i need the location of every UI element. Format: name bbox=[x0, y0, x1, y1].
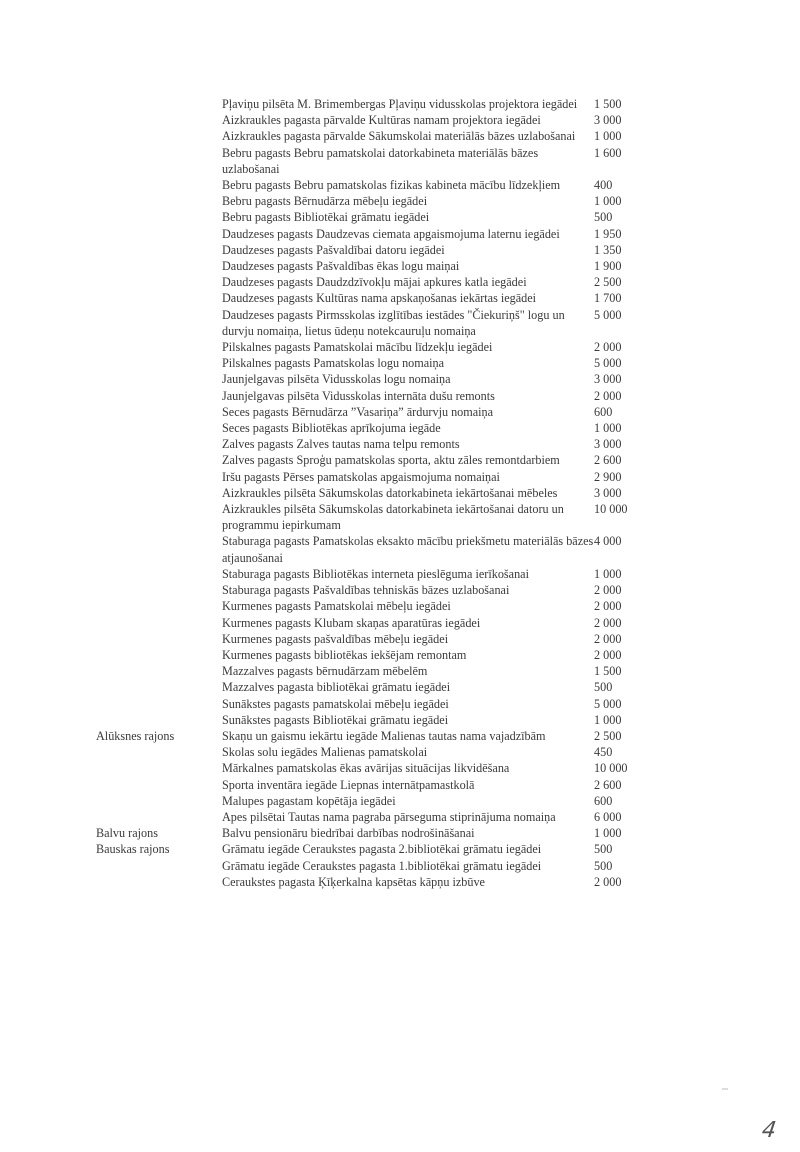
table-row bbox=[0, 825, 800, 841]
description-cell: Skaņu un gaismu iekārtu iegāde Malienas tautas nama vajadzībām bbox=[222, 728, 546, 743]
table-row bbox=[0, 744, 800, 760]
description-cell: Aizkraukles pagasta pārvalde Sākumskolai materiālās bāzes uzlabošanai bbox=[222, 129, 576, 144]
amount-cell: 1 500 bbox=[594, 664, 622, 679]
description-cell: Aizkraukles pilsēta Sākumskolas datorkabineta iekārtošanai mēbeles bbox=[222, 485, 558, 500]
description-cell: Jaunjelgavas pilsēta Vidusskolas internāta dušu remonts bbox=[222, 388, 495, 403]
region-cell bbox=[0, 420, 222, 436]
table-row bbox=[0, 615, 800, 631]
table-row bbox=[0, 566, 800, 582]
description-cell: Kurmenes pagasts bibliotēkas iekšējam remontam bbox=[222, 647, 467, 662]
amount-cell: 2 000 bbox=[594, 599, 622, 614]
amount-cell: 2 900 bbox=[594, 469, 622, 484]
amount-cell: 600 bbox=[594, 793, 613, 808]
table-row bbox=[0, 290, 800, 306]
region-cell bbox=[0, 388, 222, 404]
amount-cell: 5 000 bbox=[594, 356, 622, 371]
description-cell: Bebru pagasts Bērnudārza mēbeļu iegādei bbox=[222, 194, 428, 209]
table-row bbox=[0, 404, 800, 420]
amount-cell: 500 bbox=[594, 842, 613, 857]
description-cell: Zalves pagasts Sproģu pamatskolas sporta, aktu zāles remontdarbiem bbox=[222, 453, 560, 468]
description-cell: Pilskalnes pagasts Pamatskolas logu nomaiņa bbox=[222, 356, 445, 371]
description-cell: Daudzeses pagasts Daudzevas ciemata apgaismojuma laternu iegādei bbox=[222, 226, 560, 241]
table-row bbox=[0, 696, 800, 712]
region-cell bbox=[0, 712, 222, 728]
description-cell: Kurmenes pagasts Pamatskolai mēbeļu iegādei bbox=[222, 599, 451, 614]
region-cell bbox=[0, 744, 222, 760]
description-cell: Daudzeses pagasts Pašvaldībai datoru iegādei bbox=[222, 242, 445, 257]
description-cell: Pļaviņu pilsēta M. Brimembergas Pļaviņu vidusskolas projektora iegādei bbox=[222, 97, 578, 111]
description-cell: Mārkalnes pamatskolas ēkas avārijas situācijas likvidēšana bbox=[222, 761, 510, 776]
region-cell: Alūksnes rajons bbox=[96, 728, 175, 743]
description-cell: Mazzalves pagasts bērnudārzam mēbelēm bbox=[222, 664, 428, 679]
table-row bbox=[0, 793, 800, 809]
region-cell bbox=[0, 566, 222, 582]
table-row bbox=[0, 339, 800, 355]
amount-cell: 1 700 bbox=[594, 291, 622, 306]
table-row bbox=[0, 469, 800, 485]
table-row bbox=[0, 177, 800, 193]
funding-table bbox=[0, 96, 800, 890]
description-cell: Apes pilsētai Tautas nama pagraba pārseguma stiprinājuma nomaiņa bbox=[222, 809, 556, 824]
region-cell bbox=[0, 874, 222, 890]
table-row bbox=[0, 841, 800, 857]
description-cell: Daudzeses pagasts Kultūras nama apskaņošanas iekārtas iegādei bbox=[222, 291, 537, 306]
table-row bbox=[0, 226, 800, 242]
region-cell bbox=[0, 501, 222, 533]
region-cell bbox=[0, 274, 222, 290]
amount-cell: 3 000 bbox=[594, 372, 622, 387]
table-row bbox=[0, 533, 800, 565]
description-cell: Aizkraukles pagasta pārvalde Kultūras namam projektora iegādei bbox=[222, 113, 541, 128]
table-row bbox=[0, 128, 800, 144]
description-cell: Staburaga pagasts Pašvaldības tehniskās bāzes uzlabošanai bbox=[222, 583, 510, 598]
table-row bbox=[0, 809, 800, 825]
table-row bbox=[0, 112, 800, 128]
amount-cell: 2 600 bbox=[594, 777, 622, 792]
amount-cell: 3 000 bbox=[594, 485, 622, 500]
region-cell bbox=[0, 355, 222, 371]
region-cell bbox=[0, 193, 222, 209]
amount-cell: 1 000 bbox=[594, 194, 622, 209]
amount-cell: 3 000 bbox=[594, 113, 622, 128]
description-cell: Aizkraukles pilsēta Sākumskolas datorkabineta iekārtošanai datoru un programmu iepirkumam bbox=[222, 502, 564, 533]
amount-cell: 5 000 bbox=[594, 696, 622, 711]
amount-cell: 4 000 bbox=[594, 534, 622, 549]
table-row bbox=[0, 371, 800, 387]
amount-cell: 2 000 bbox=[594, 647, 622, 662]
region-cell: Bauskas rajons bbox=[96, 842, 170, 857]
table-row bbox=[0, 258, 800, 274]
table-row bbox=[0, 485, 800, 501]
amount-cell: 1 600 bbox=[594, 145, 622, 160]
description-cell: Skolas solu iegādes Malienas pamatskolai bbox=[222, 745, 428, 760]
amount-cell: 10 000 bbox=[594, 761, 628, 776]
amount-cell: 6 000 bbox=[594, 809, 622, 824]
region-cell bbox=[0, 793, 222, 809]
region-cell bbox=[0, 760, 222, 776]
amount-cell: 2 000 bbox=[594, 631, 622, 646]
table-row bbox=[0, 874, 800, 890]
description-cell: Daudzeses pagasts Pirmsskolas izglītības iestādes "Čiekuriņš" logu un durvju nomaiņa, lietus ūdeņu notekcauruļu nomaiņa bbox=[222, 307, 565, 338]
amount-cell: 1 000 bbox=[594, 826, 622, 841]
description-cell: Grāmatu iegāde Ceraukstes pagasta 1.bibliotēkai grāmatu iegādei bbox=[222, 858, 542, 873]
table-row bbox=[0, 712, 800, 728]
region-cell bbox=[0, 647, 222, 663]
region-cell bbox=[0, 533, 222, 565]
table-row bbox=[0, 647, 800, 663]
description-cell: Staburaga pagasts Bibliotēkas interneta pieslēguma ierīkošanai bbox=[222, 566, 529, 581]
region-cell: Balvu rajons bbox=[96, 826, 158, 841]
region-cell bbox=[0, 663, 222, 679]
description-cell: Bebru pagasts Bebru pamatskolai datorkabineta materiālās bāzes uzlabošanai bbox=[222, 145, 539, 176]
table-row bbox=[0, 209, 800, 225]
amount-cell: 1 000 bbox=[594, 566, 622, 581]
region-cell bbox=[0, 858, 222, 874]
table-row bbox=[0, 663, 800, 679]
region-cell bbox=[0, 404, 222, 420]
amount-cell: 500 bbox=[594, 858, 613, 873]
amount-cell: 10 000 bbox=[594, 502, 628, 517]
page-number: 4 bbox=[760, 1118, 778, 1143]
region-cell bbox=[0, 631, 222, 647]
table-row bbox=[0, 598, 800, 614]
amount-cell: 1 000 bbox=[594, 712, 622, 727]
amount-cell: 1 350 bbox=[594, 242, 622, 257]
amount-cell: 2 000 bbox=[594, 874, 622, 889]
region-cell bbox=[0, 128, 222, 144]
region-cell bbox=[0, 145, 222, 177]
region-cell bbox=[0, 226, 222, 242]
amount-cell: 600 bbox=[594, 404, 613, 419]
region-cell bbox=[0, 258, 222, 274]
amount-cell: 2 000 bbox=[594, 615, 622, 630]
region-cell bbox=[0, 112, 222, 128]
region-cell bbox=[0, 290, 222, 306]
description-cell: Iršu pagasts Pērses pamatskolas apgaismojuma nomaiņai bbox=[222, 469, 500, 484]
table-row bbox=[0, 728, 800, 744]
amount-cell: 2 000 bbox=[594, 340, 622, 355]
description-cell: Sunākstes pagasts Bibliotēkai grāmatu iegādei bbox=[222, 712, 449, 727]
region-cell bbox=[0, 615, 222, 631]
table-row bbox=[0, 436, 800, 452]
region-cell bbox=[0, 96, 222, 112]
description-cell: Bebru pagasts Bibliotēkai grāmatu iegādei bbox=[222, 210, 430, 225]
amount-cell: 1 900 bbox=[594, 259, 622, 274]
table-row bbox=[0, 501, 800, 533]
table-row bbox=[0, 582, 800, 598]
table-row bbox=[0, 631, 800, 647]
region-cell bbox=[0, 696, 222, 712]
table-row bbox=[0, 858, 800, 874]
table-row bbox=[0, 193, 800, 209]
description-cell: Kurmenes pagasts pašvaldības mēbeļu iegādei bbox=[222, 631, 449, 646]
description-cell: Grāmatu iegāde Ceraukstes pagasta 2.bibliotēkai grāmatu iegādei bbox=[222, 842, 542, 857]
table-row bbox=[0, 388, 800, 404]
amount-cell: 1 000 bbox=[594, 421, 622, 436]
region-cell bbox=[0, 209, 222, 225]
amount-cell: 1 000 bbox=[594, 129, 622, 144]
table-row bbox=[0, 274, 800, 290]
table-row bbox=[0, 420, 800, 436]
amount-cell: 3 000 bbox=[594, 437, 622, 452]
amount-cell: 2 500 bbox=[594, 275, 622, 290]
table-row bbox=[0, 679, 800, 695]
region-cell bbox=[0, 809, 222, 825]
region-cell bbox=[0, 371, 222, 387]
description-cell: Seces pagasts Bērnudārza ”Vasariņa” ārdurvju nomaiņa bbox=[222, 404, 494, 419]
table-row bbox=[0, 452, 800, 468]
description-cell: Bebru pagasts Bebru pamatskolas fizikas kabineta mācību līdzekļiem bbox=[222, 178, 561, 193]
amount-cell: 450 bbox=[594, 745, 613, 760]
description-cell: Sporta inventāra iegāde Liepnas internātpamastkolā bbox=[222, 777, 475, 792]
region-cell bbox=[0, 177, 222, 193]
description-cell: Seces pagasts Bibliotēkas aprīkojuma iegāde bbox=[222, 421, 441, 436]
description-cell: Zalves pagasts Zalves tautas nama telpu remonts bbox=[222, 437, 460, 452]
region-cell bbox=[0, 469, 222, 485]
region-cell bbox=[0, 679, 222, 695]
region-cell bbox=[0, 242, 222, 258]
region-cell bbox=[0, 598, 222, 614]
table-row bbox=[0, 307, 800, 339]
table-row bbox=[0, 242, 800, 258]
table-row bbox=[0, 96, 800, 112]
amount-cell: 2 000 bbox=[594, 583, 622, 598]
description-cell: Kurmenes pagasts Klubam skaņas aparatūras iegādei bbox=[222, 615, 481, 630]
region-cell bbox=[0, 452, 222, 468]
table-row bbox=[0, 760, 800, 776]
amount-cell: 2 500 bbox=[594, 728, 622, 743]
description-cell: Balvu pensionāru biedrībai darbības nodrošināšanai bbox=[222, 826, 475, 841]
amount-cell: 500 bbox=[594, 680, 613, 695]
description-cell: Daudzeses pagasts Pašvaldības ēkas logu maiņai bbox=[222, 259, 460, 274]
description-cell: Malupes pagastam kopētāja iegādei bbox=[222, 793, 396, 808]
amount-cell: 2 600 bbox=[594, 453, 622, 468]
scan-speck bbox=[722, 1088, 728, 1090]
region-cell bbox=[0, 307, 222, 339]
table-row bbox=[0, 355, 800, 371]
description-cell: Jaunjelgavas pilsēta Vidusskolas logu nomaiņa bbox=[222, 372, 451, 387]
description-cell: Pilskalnes pagasts Pamatskolai mācību līdzekļu iegādei bbox=[222, 340, 493, 355]
table-row bbox=[0, 777, 800, 793]
region-cell bbox=[0, 339, 222, 355]
region-cell bbox=[0, 582, 222, 598]
region-cell bbox=[0, 436, 222, 452]
description-cell: Daudzeses pagasts Daudzdzīvokļu mājai apkures katla iegādei bbox=[222, 275, 527, 290]
amount-cell: 2 000 bbox=[594, 388, 622, 403]
region-cell bbox=[0, 485, 222, 501]
description-cell: Ceraukstes pagasta Ķīķerkalna kapsētas kāpņu izbūve bbox=[222, 874, 485, 889]
amount-cell: 400 bbox=[594, 178, 613, 193]
amount-cell: 500 bbox=[594, 210, 613, 225]
amount-cell: 1 500 bbox=[594, 97, 622, 111]
region-cell bbox=[0, 777, 222, 793]
description-cell: Sunākstes pagasts pamatskolai mēbeļu iegādei bbox=[222, 696, 449, 711]
amount-cell: 5 000 bbox=[594, 307, 622, 322]
amount-cell: 1 950 bbox=[594, 226, 622, 241]
table-row bbox=[0, 145, 800, 177]
description-cell: Mazzalves pagasta bibliotēkai grāmatu iegādei bbox=[222, 680, 451, 695]
description-cell: Staburaga pagasts Pamatskolas eksakto mācību priekšmetu materiālās bāzes atjaunošanai bbox=[222, 534, 594, 565]
